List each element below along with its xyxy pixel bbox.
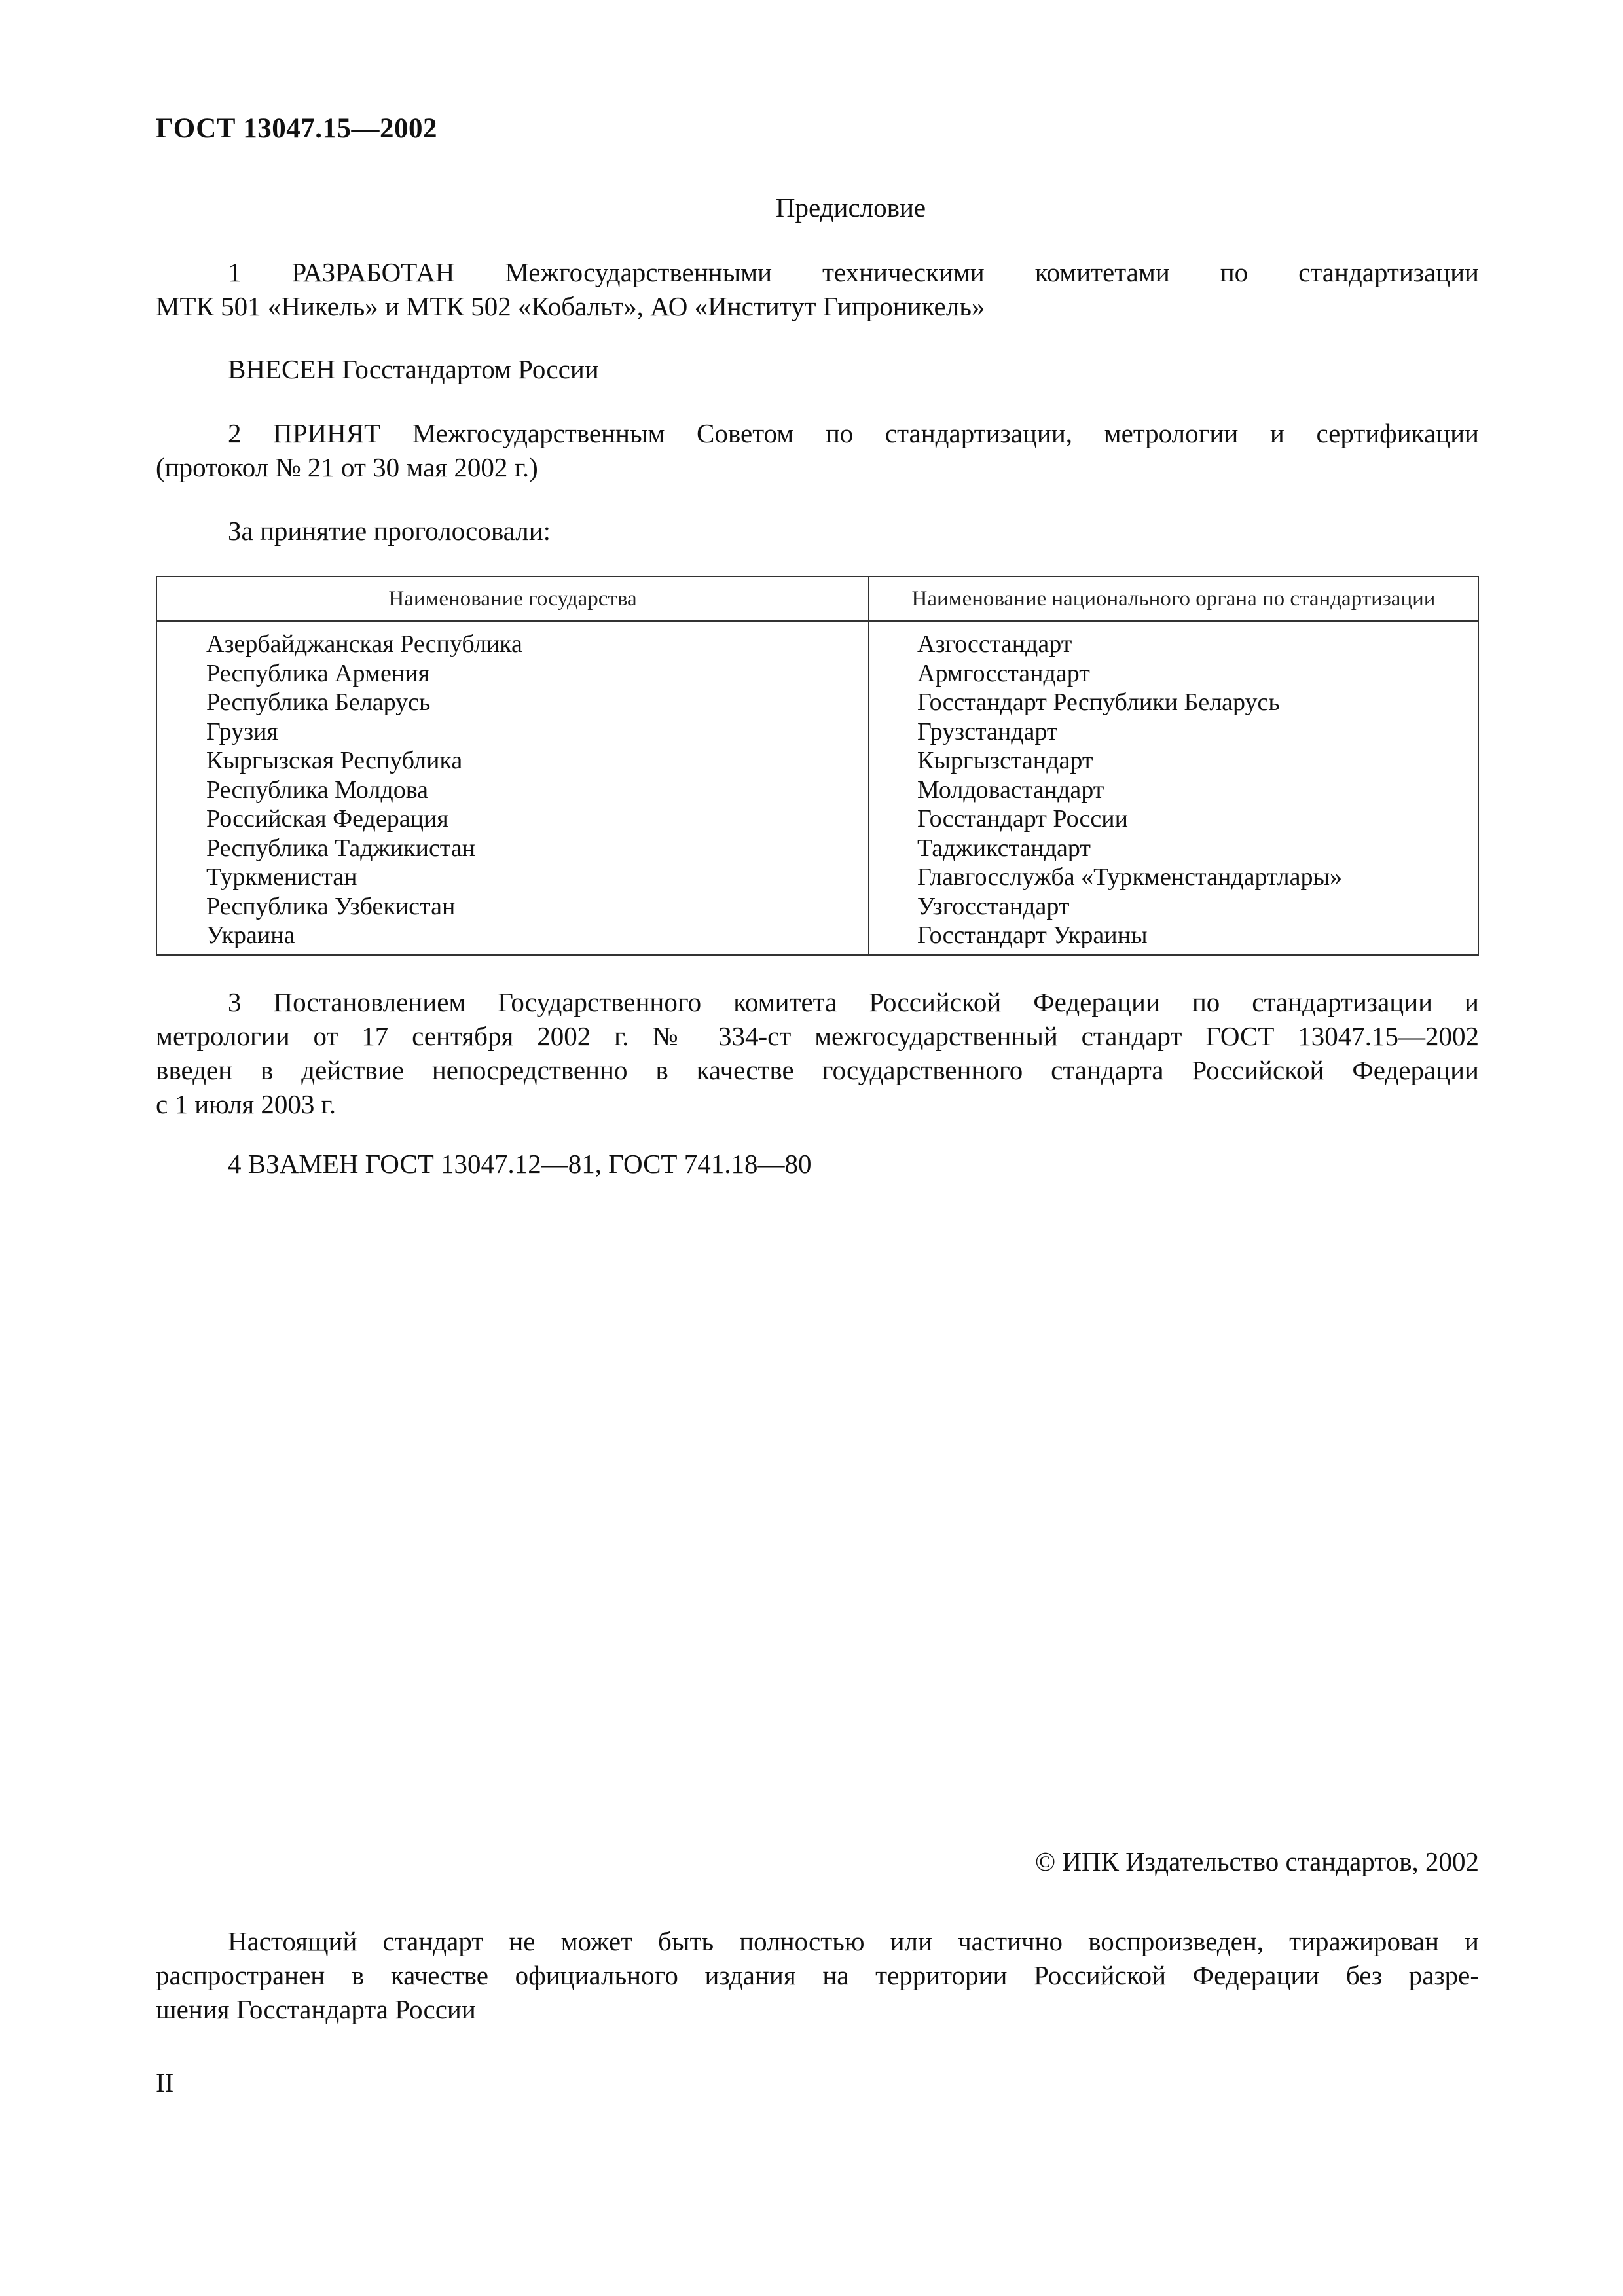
states-column: [156, 621, 869, 955]
copyright-notice: © ИПК Издательство стандартов, 2002: [1034, 1846, 1479, 1876]
paragraph-introduced: [156, 352, 1479, 386]
reproduction-notice-line1: Настоящий стандарт не может быть полностью или частично воспроизведен, тиражирован и: [228, 1926, 1479, 1956]
state-name: Кыргызская Республика: [206, 747, 463, 774]
paragraph-voted-line: За принятие проголосовали:: [228, 516, 551, 546]
preface-title: Предисловие: [775, 192, 926, 223]
reproduction-notice-line2: распространен в качестве официального издания на территории Российской Федерации без разре-: [156, 1960, 1479, 1990]
paragraph-replaces-line: 4 ВЗАМЕН ГОСТ 13047.12—81, ГОСТ 741.18—80: [228, 1149, 812, 1179]
table-header-row: [156, 577, 1478, 621]
state-name: Республика Таджикистан: [206, 834, 476, 862]
paragraph-introduced-line: ВНЕСЕН Госстандартом России: [228, 354, 599, 384]
state-name: Грузия: [206, 717, 278, 745]
paragraph-adopted: [156, 416, 1479, 484]
state-name: Республика Узбекистан: [206, 892, 456, 920]
paragraph-adopted-line1: 2 ПРИНЯТ Межгосударственным Советом по стандартизации, метрологии и сертификации: [228, 418, 1479, 448]
table-body-row: [156, 621, 1478, 955]
paragraph-resolution: [156, 985, 1479, 1121]
org-name: Армгосстандарт: [917, 659, 1090, 687]
org-name: Кыргызстандарт: [917, 747, 1093, 774]
table-header-state: Наименование государства: [156, 577, 869, 621]
paragraph-resolution-line1: 3 Постановлением Государственного комитета Российской Федерации по стандартизации и: [228, 987, 1479, 1017]
state-name: Российская Федерация: [206, 805, 448, 833]
paragraph-developed: [156, 255, 1479, 323]
paragraph-developed-line2: МТК 501 «Никель» и МТК 502 «Кобальт», АО «Институт Гипроникель»: [156, 291, 985, 321]
org-name: Молдовастандарт: [917, 776, 1104, 804]
orgs-column: [869, 621, 1478, 955]
paragraph-adopted-line2: (протокол № 21 от 30 мая 2002 г.): [156, 452, 538, 482]
state-name: Туркменистан: [206, 863, 357, 891]
org-name: Азгосстандарт: [917, 630, 1072, 658]
reproduction-notice-line3: шения Госстандарта России: [156, 1994, 476, 2024]
org-name: Госстандарт Республики Беларусь: [917, 689, 1280, 716]
paragraph-voted: [156, 514, 1479, 548]
state-name: Азербайджанская Республика: [206, 630, 522, 658]
state-name: Республика Молдова: [206, 776, 429, 804]
org-name: Узгосстандарт: [917, 892, 1070, 920]
org-name: Госстандарт России: [917, 805, 1128, 833]
document-code: ГОСТ 13047.15—2002: [156, 113, 437, 144]
paragraph-resolution-line2: метрологии от 17 сентября 2002 г. № 334-ст межгосударственный стандарт ГОСТ 13047.15—2002: [156, 1021, 1479, 1051]
org-name: Госстандарт Украины: [917, 922, 1148, 949]
page-number: II: [156, 2068, 174, 2098]
paragraph-replaces: [156, 1147, 1479, 1181]
reproduction-notice: [156, 1924, 1479, 2026]
table-header-org: Наименование национального органа по стандартизации: [869, 577, 1478, 621]
state-name: Республика Беларусь: [206, 689, 431, 716]
paragraph-resolution-line4: с 1 июля 2003 г.: [156, 1089, 337, 1119]
org-name: Главгосслужба «Туркменстандартлары»: [917, 863, 1343, 891]
voting-states-table: [156, 576, 1479, 956]
state-name: Украина: [206, 922, 295, 949]
state-name: Республика Армения: [206, 659, 430, 687]
org-name: Таджикстандарт: [917, 834, 1091, 862]
paragraph-developed-line1: 1 РАЗРАБОТАН Межгосударственными техническими комитетами по стандартизации: [228, 257, 1479, 287]
paragraph-resolution-line3: введен в действие непосредственно в качестве государственного стандарта Российской Федерации: [156, 1055, 1479, 1085]
org-name: Грузстандарт: [917, 717, 1058, 745]
